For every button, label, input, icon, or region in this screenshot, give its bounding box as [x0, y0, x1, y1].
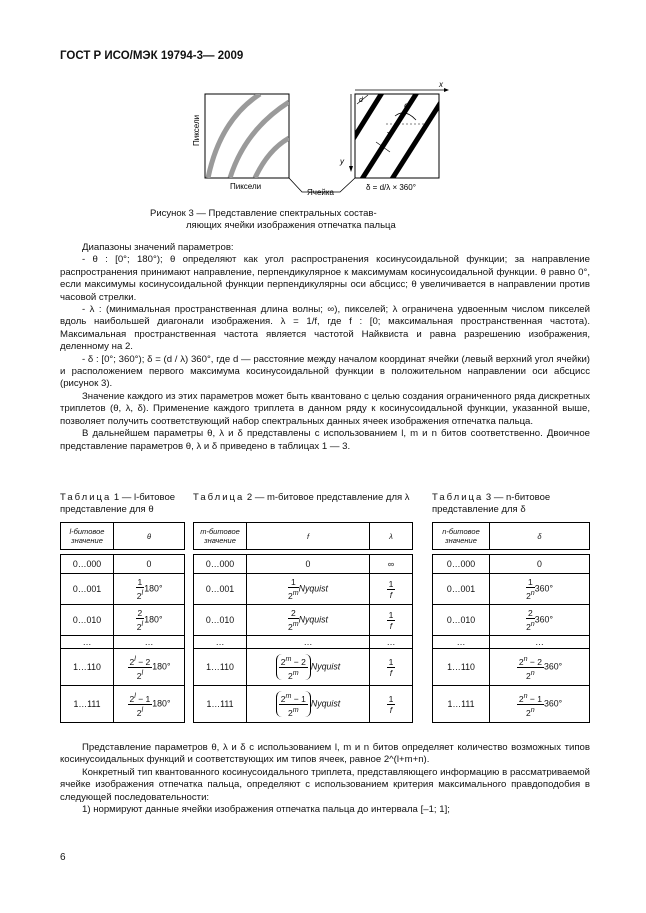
table-1 — [60, 522, 185, 723]
t2-f: … — [247, 636, 370, 649]
t2-lambda: $\frac{1}{f}$ — [370, 574, 413, 605]
body-paragraph: - θ : [0°; 180°); θ определяют как угол распространения косинусоидальной функции; за направление распространения принимают направление, перпендикулярное к максимумам косинусоидальной функции. θ равно 0°, если максимумы косинусоидальной функции перпендикулярны оси абсцисс; θ увеличивается в направлении против часовой стрелки. — [60, 254, 590, 303]
t1-value: $\frac{1}{2^l}$ 180° — [114, 574, 185, 605]
body-paragraph: - λ : (минимальная пространственная длина волны; ∞), пикселей; λ ограничена удвоенным числом пикселей вдоль наибольшей диагонали изображения. λ = 1/f, где f : [0; максимальная пространственная частота). Максимальная пространственная частота является частотой Найквиста и равна разрешению изображения, деленному на 2. — [60, 304, 590, 353]
t2-f: $\frac{1}{2^m}$ Nyquist — [247, 574, 370, 605]
table3-caption: Таблица 3 — n-битовое представление для δ — [432, 492, 551, 515]
t2-lambda: … — [370, 636, 413, 649]
t2-f: $\frac{2^m - 2}{2^m}$ Nyquist — [247, 649, 370, 686]
t1-value: $\frac{2}{2^l}$ 180° — [114, 605, 185, 636]
label-x: x — [439, 80, 443, 89]
t2-lambda: ∞ — [370, 555, 413, 574]
t1-code: 1…110 — [61, 649, 114, 686]
t2-f: $\frac{2}{2^m}$ Nyquist — [247, 605, 370, 636]
label-pixels-vertical: Пиксели — [192, 114, 201, 146]
t2-code: 0…010 — [194, 605, 247, 636]
t2-f: $\frac{2^m - 1}{2^m}$ Nyquist — [247, 686, 370, 723]
label-y: y — [340, 157, 344, 166]
t2-code: 0…001 — [194, 574, 247, 605]
t2-lambda: $\frac{1}{f}$ — [370, 686, 413, 723]
table1-caption: Таблица 1 — l-битовое представление для θ — [60, 492, 176, 515]
figure-spectral-cell — [190, 80, 460, 208]
table2-caption: Таблица 2 — m-битовое представление для λ — [193, 492, 410, 503]
page-number: 6 — [60, 852, 66, 863]
right-cell-frame — [355, 94, 439, 178]
label-pixels-horizontal: Пиксели — [230, 182, 262, 191]
y-arrow — [349, 166, 353, 172]
t2-header-lambda: λ — [370, 523, 413, 550]
t2-code: 1…110 — [194, 649, 247, 686]
x-arrow — [444, 88, 449, 92]
t1-value: $\frac{2^l - 1}{2^l}$ 180° — [114, 686, 185, 723]
t2-code: 1…111 — [194, 686, 247, 723]
label-lambda: λ — [386, 131, 390, 140]
caption-line-1: Рисунок 3 — Представление спектральных состав- — [150, 208, 377, 219]
bottom-paragraph: Представление параметров θ, λ и δ с использованием l, m и n битов определяет количество возможных типов косинусоидальных функций и соответствующих им типов ячеек, равное 2^(l+m+n). — [60, 742, 590, 766]
t2-f: 0 — [247, 555, 370, 574]
t1-code: 0…000 — [61, 555, 114, 574]
t3-value: $\frac{1}{2^n}$ 360° — [490, 574, 590, 605]
t2-code: … — [194, 636, 247, 649]
t1-code: … — [61, 636, 114, 649]
body-paragraph: - δ : [0°; 360°); δ = (d / λ) 360°, где d — расстояние между началом координат ячейки (левый верхний угол ячейки) и расположением первого максимума косинусоидальной функции в положительном направлении оси абсцисс (рисунок 3). — [60, 353, 590, 390]
bottom-paragraph: Конкретный тип квантованного косинусоидального триплета, представляющего информацию в рассматриваемой ячейке изображения отпечатка пальца, определяют с использованием критерия максимального правдоподобия в следующей последовательности: — [60, 766, 590, 803]
t3-code: 1…110 — [433, 649, 490, 686]
t3-header-delta: δ — [490, 523, 590, 550]
document-header: ГОСТ Р ИСО/МЭК 19794-3— 2009 — [60, 50, 244, 62]
t2-lambda: $\frac{1}{f}$ — [370, 605, 413, 636]
label-theta: θ — [404, 102, 410, 112]
t2-header-f: f — [247, 523, 370, 550]
figure-caption — [150, 208, 490, 232]
body-text — [60, 242, 590, 453]
label-cell: Ячейка — [307, 188, 334, 197]
t3-value: … — [490, 636, 590, 649]
t2-lambda: $\frac{1}{f}$ — [370, 649, 413, 686]
t3-value: $\frac{2^n - 2}{2^n}$ 360° — [490, 649, 590, 686]
t3-value: $\frac{2^n - 1}{2^n}$ 360° — [490, 686, 590, 723]
table-2 — [193, 522, 413, 723]
t1-header-theta: θ — [114, 523, 185, 550]
caption-line-2: ляющих ячейки изображения отпечатка пальца — [186, 220, 396, 231]
t3-code: 0…000 — [433, 555, 490, 574]
body-paragraph: Диапазоны значений параметров: — [82, 242, 234, 253]
t2-header-code: m-битовое значение — [194, 523, 247, 550]
t3-code: 1…111 — [433, 686, 490, 723]
t2-code: 0…000 — [194, 555, 247, 574]
bottom-text — [60, 742, 590, 816]
body-paragraph: В дальнейшем параметры θ, λ и δ представлены с использованием l, m и n битов соответственно. Двоичное представление параметров θ, λ и δ приведено в таблицах 1 — 3. — [60, 428, 590, 452]
t1-value: … — [114, 636, 185, 649]
t3-code: 0…010 — [433, 605, 490, 636]
bottom-paragraph: 1) нормируют данные ячейки изображения отпечатка пальца до интервала [–1; 1]; — [82, 804, 450, 816]
body-paragraph: Значение каждого из этих параметров может быть квантовано с целью создания ограниченного ряда дискретных триплетов (θ, λ, δ). Применение каждого триплета в данном ряду к косинусоидальной функции, указанной выше, позволяет получить соответствующий набор спектральных данных ячеек изображения отпечатка пальца. — [60, 390, 590, 427]
t1-value: $\frac{2^l - 2}{2^l}$ 180° — [114, 649, 185, 686]
table-3 — [432, 522, 590, 723]
t1-value: 0 — [114, 555, 185, 574]
t3-header-code: n-битовое значение — [433, 523, 490, 550]
figure-formula: δ = d/λ × 360° — [366, 183, 416, 192]
label-d: d — [359, 97, 363, 104]
t1-code: 0…010 — [61, 605, 114, 636]
t3-code: 0…001 — [433, 574, 490, 605]
t3-value: 0 — [490, 555, 590, 574]
t1-code: 1…111 — [61, 686, 114, 723]
t3-code: … — [433, 636, 490, 649]
t3-value: $\frac{2}{2^n}$ 360° — [490, 605, 590, 636]
t1-header-code: l-битовое значение — [61, 523, 114, 550]
t1-code: 0…001 — [61, 574, 114, 605]
